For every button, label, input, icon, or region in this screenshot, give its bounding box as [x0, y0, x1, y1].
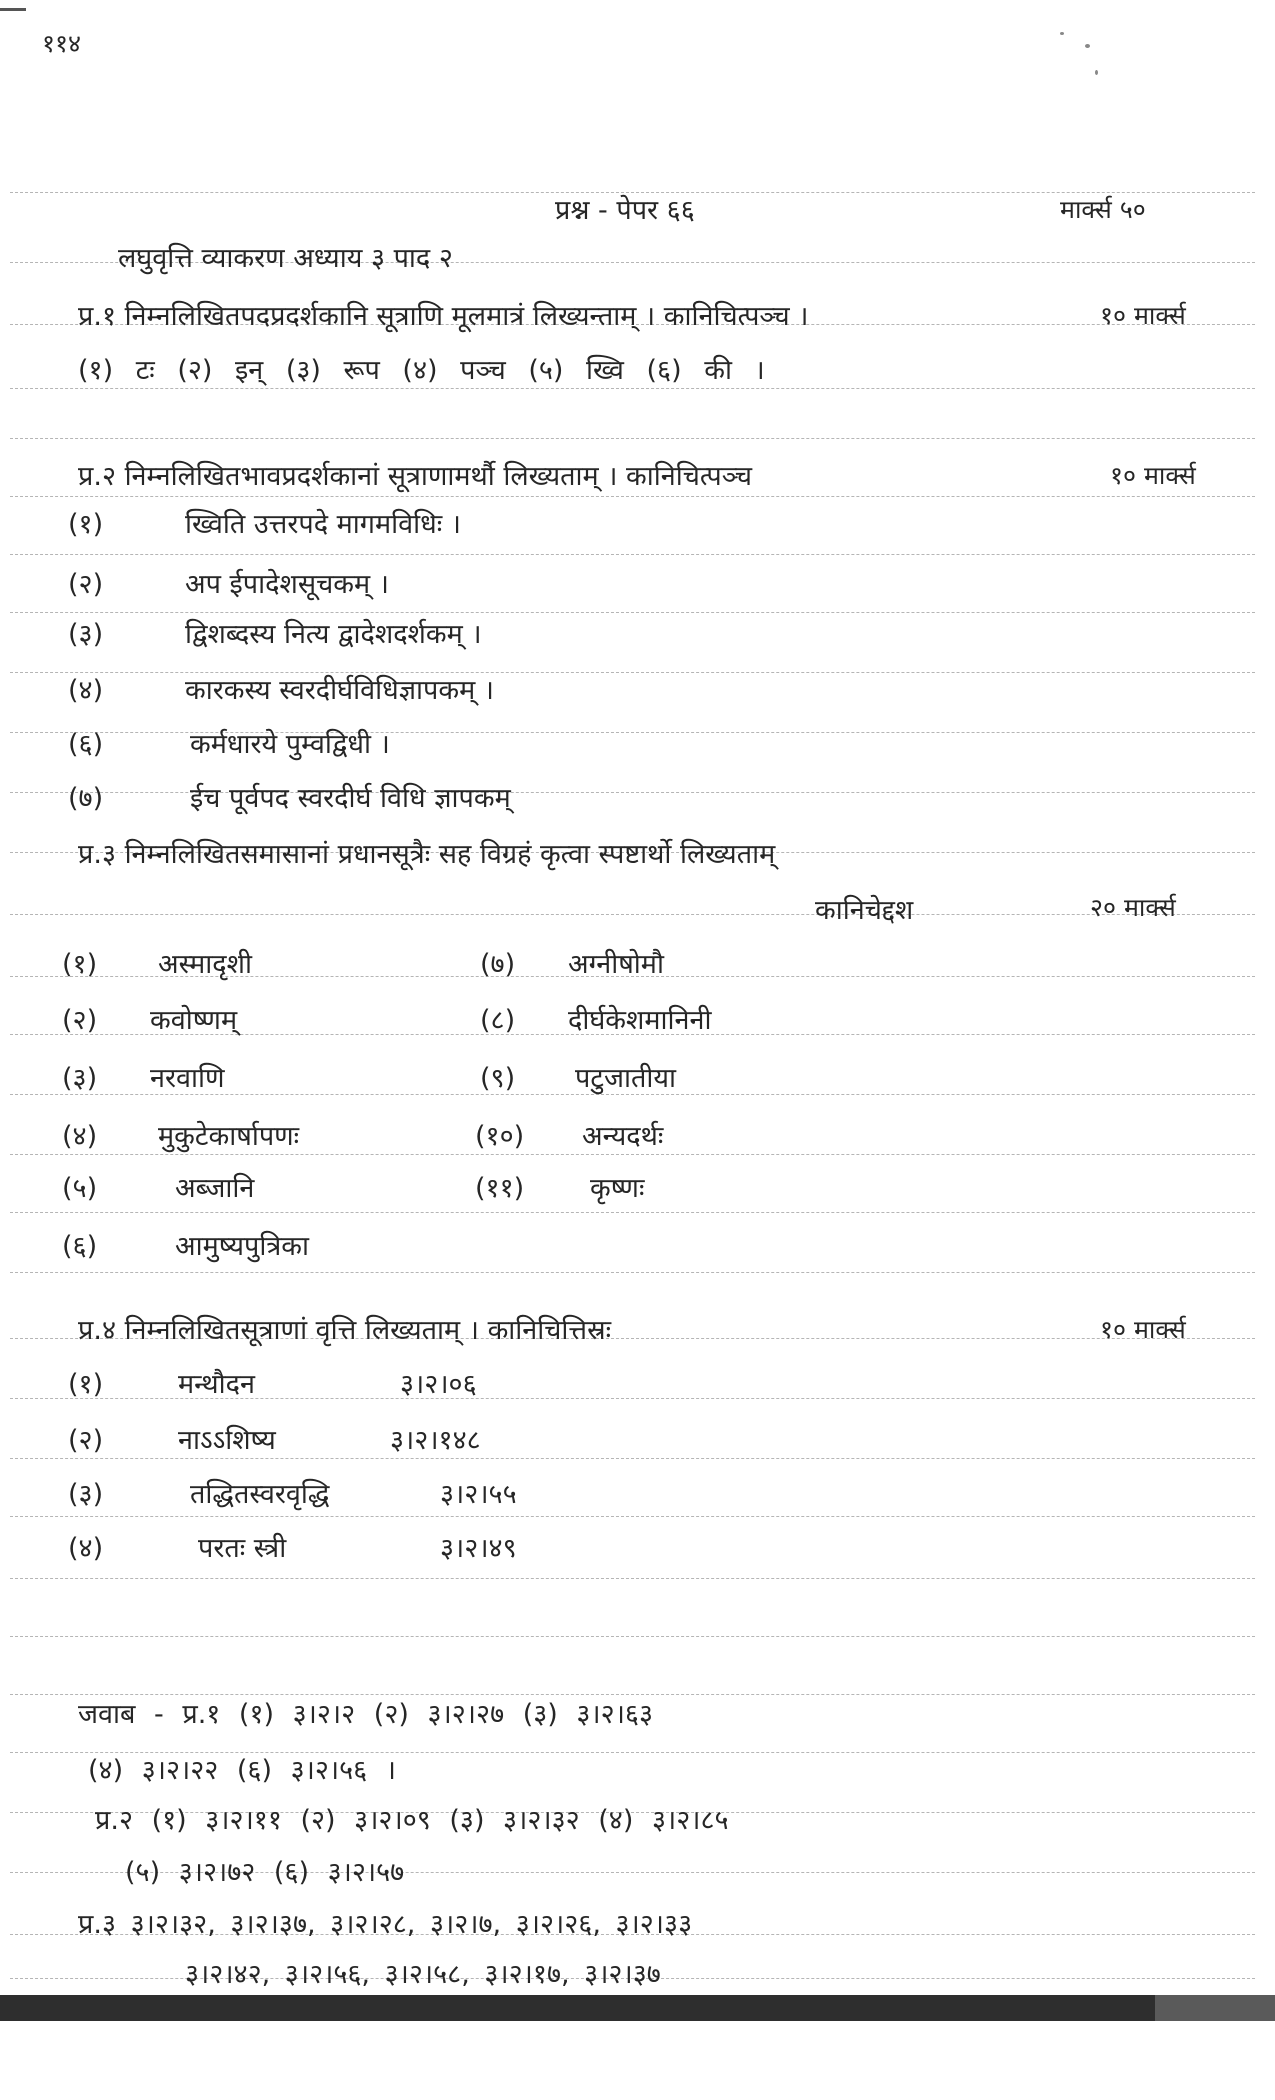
q4-item-num: (४) [68, 1533, 104, 1564]
q3-item-text: अग्नीषोमौ [568, 949, 664, 980]
q2-item-text: कारकस्य स्वरदीर्घविधिज्ञापकम् । [185, 675, 495, 706]
answer-line: (५) ३।२।७२ (६) ३।२।५७ [125, 1857, 405, 1888]
q3-item-text: मुकुटेकार्षापणः [158, 1121, 300, 1152]
q4-text: प्र.४ निम्नलिखितसूत्राणां वृत्ति लिख्यताम् । कानिचित्तिस्रः [78, 1315, 612, 1346]
q3-item-num: (११) [475, 1173, 525, 1204]
q2-item-num: (२) [68, 569, 104, 600]
ruled-line [10, 388, 1255, 389]
q3-item-num: (६) [62, 1231, 98, 1262]
q4-item-ref: ३।२।५५ [440, 1479, 517, 1510]
ruled-line [10, 1154, 1255, 1155]
ruled-line [10, 438, 1255, 439]
answer-line: प्र.३ ३।२।३२, ३।२।३७, ३।२।२८, ३।२।७, ३।२।२६, ३।२।३३ [78, 1909, 693, 1940]
ruled-line [10, 1212, 1255, 1213]
paper-title: प्रश्न - पेपर ६६ [555, 195, 695, 226]
q4-item-num: (१) [68, 1369, 104, 1400]
total-marks: मार्क्स ५० [1060, 195, 1146, 224]
q4-item-ref: ३।२।१४८ [390, 1425, 481, 1456]
q4-item-text: मन्थौदन [178, 1369, 255, 1400]
ruled-line [10, 1636, 1255, 1637]
scan-speck [1095, 70, 1098, 75]
ruled-line [10, 1458, 1255, 1459]
q2-item-text: द्विशब्दस्य नित्य द्वादेशदर्शकम् । [185, 619, 482, 650]
q4-item-ref: ३।२।०६ [400, 1369, 477, 1400]
ruled-line [10, 554, 1255, 555]
page-number: ११४ [42, 29, 82, 58]
q3-text: प्र.३ निम्नलिखितसमासानां प्रधानसूत्रैः सह विग्रहं कृत्वा स्पष्टार्थो लिख्यताम् [78, 839, 776, 870]
q4-item-text: नाऽऽशिष्य [178, 1425, 276, 1456]
q2-item-text: ईच पूर्वपद स्वरदीर्घ विधि ज्ञापकम् [190, 783, 511, 814]
q2-marks: १० मार्क्स [1110, 461, 1196, 490]
answer-line: (४) ३।२।२२ (६) ३।२।५६ । [88, 1755, 397, 1786]
answer-line: ३।२।४२, ३।२।५६, ३।२।५८, ३।२।१७, ३।२।३७ [185, 1959, 661, 1990]
scan-speck [1060, 32, 1064, 35]
q2-item-text: कर्मधारये पुम्वद्विधी । [190, 729, 390, 760]
q3-marks: २० मार्क्स [1090, 893, 1176, 922]
ruled-line [10, 1578, 1255, 1579]
q4-item-text: तद्धितस्वरवृद्धि [190, 1479, 330, 1510]
q3-item-num: (९) [480, 1063, 516, 1094]
q3-item-text: नरवाणि [150, 1063, 225, 1094]
answer-line: प्र.२ (१) ३।२।११ (२) ३।२।०९ (३) ३।२।३२ (४) ३।२।८५ [95, 1805, 729, 1836]
subtitle: लघुवृत्ति व्याकरण अध्याय ३ पाद २ [118, 243, 453, 274]
q2-item-num: (७) [68, 783, 104, 814]
q2-item-text: अप ईपादेशसूचकम् । [185, 569, 389, 600]
scan-speck [1085, 44, 1090, 48]
q4-item-num: (३) [68, 1479, 104, 1510]
scan-mark [0, 8, 26, 11]
ruled-line [10, 612, 1255, 613]
q3-item-text: अन्यदर्थः [582, 1121, 664, 1152]
q1-items: (१) टः (२) इन् (३) रूप (४) पञ्च (५) ख्वि (६) की । [78, 355, 765, 386]
q2-item-num: (४) [68, 675, 104, 706]
q1-text: प्र.१ निम्नलिखितपदप्रदर्शकानि सूत्राणि मूलमात्रं लिख्यन्ताम् । कानिचित्पञ्च । [78, 301, 809, 332]
q3-item-text: अस्मादृशी [158, 949, 252, 980]
scan-edge [0, 1995, 1275, 2021]
answer-line: जवाब - प्र.१ (१) ३।२।२ (२) ३।२।२७ (३) ३।२।६३ [78, 1699, 654, 1730]
q2-item-text: ख्विति उत्तरपदे मागमविधिः । [185, 509, 461, 540]
ruled-line [10, 914, 1255, 915]
q3-item-num: (८) [480, 1005, 516, 1036]
q3-item-text: दीर्घकेशमानिनी [568, 1005, 712, 1036]
q2-text: प्र.२ निम्नलिखितभावप्रदर्शकानां सूत्राणामर्थौ लिख्यताम् । कानिचित्पञ्च [78, 461, 753, 492]
ruled-line [10, 1516, 1255, 1517]
q4-item-text: परतः स्त्री [198, 1533, 287, 1564]
ruled-line [10, 1272, 1255, 1273]
q4-marks: १० मार्क्स [1100, 1315, 1186, 1344]
q2-item-num: (६) [68, 729, 104, 760]
q2-item-num: (१) [68, 509, 104, 540]
ruled-line [10, 496, 1255, 497]
q1-marks: १० मार्क्स [1100, 301, 1186, 330]
q4-item-num: (२) [68, 1425, 104, 1456]
q3-item-text: कवोष्णम् [150, 1005, 238, 1036]
q3-item-num: (७) [480, 949, 516, 980]
q3-item-num: (५) [62, 1173, 98, 1204]
q4-item-ref: ३।२।४९ [440, 1533, 517, 1564]
q3-item-num: (४) [62, 1121, 98, 1152]
q2-item-num: (३) [68, 619, 104, 650]
q3-item-text: कृष्णः [590, 1173, 645, 1204]
q3-item-text: पटुजातीया [575, 1063, 677, 1094]
q3-item-num: (२) [62, 1005, 98, 1036]
q3-subtext: कानिचेद्दश [815, 895, 914, 926]
q3-item-num: (३) [62, 1063, 98, 1094]
q3-item-text: आमुष्यपुत्रिका [175, 1231, 309, 1262]
q3-item-num: (१०) [475, 1121, 525, 1152]
q3-item-num: (१) [62, 949, 98, 980]
q3-item-text: अब्जानि [175, 1173, 255, 1204]
